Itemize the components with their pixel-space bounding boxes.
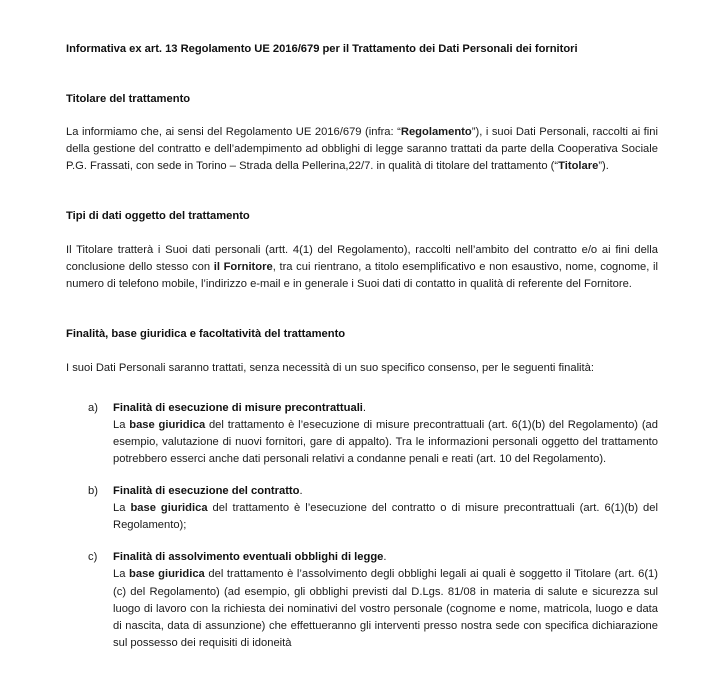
list-item-body	[113, 417, 658, 468]
list-item-title-text: Finalità di assolvimento eventuali obblighi di legge	[113, 551, 384, 564]
spacer	[66, 293, 658, 326]
list-item-title-text: Finalità di esecuzione del contratto	[113, 485, 300, 498]
spacer	[66, 225, 658, 242]
list-item-body	[113, 566, 658, 651]
list-item-title-trail: .	[362, 401, 367, 414]
list-item	[66, 549, 658, 652]
list-item-body-text: del trattamento è l’assolvimento degli obblighi legali ai quali è soggetto il Titolare (art. 6(1)(c) del Regolamento) (ad esempio, gli obblighi previsti dal D.Lgs. 81/08 in materia di salute e sicurezza sul luogo di lavoro con la richiesta dei nominativi del vostro personale (cognome e nome, matricola, luogo e data di nascita, data di assunzione) che effettueranno gli interventi presso nostra sede con specifica dichiarazione sul possesso dei requisiti di idoneità	[113, 568, 658, 649]
section-heading-finalita: Finalità, base giuridica e facoltatività del trattamento	[66, 328, 346, 341]
list-item	[66, 400, 658, 468]
list-item-title-trail: .	[299, 485, 303, 498]
paragraph-text: ”).	[598, 160, 609, 173]
spacer	[66, 343, 658, 360]
spacer	[66, 175, 658, 208]
list-item-body-text: La	[113, 568, 130, 581]
emphasis-fornitore: il Fornitore	[213, 260, 273, 273]
paragraph-tipi-dati	[66, 242, 658, 293]
emphasis-base-giuridica: base giuridica	[129, 418, 206, 431]
list-item-body-text: La	[113, 502, 131, 515]
list-item-title	[113, 483, 658, 500]
list-item-body-text: La	[113, 418, 130, 431]
list-item-title-trail: .	[383, 551, 387, 564]
list-marker: c)	[88, 551, 98, 564]
paragraph-text: Il Titolare tratterà i Suoi dati personali (artt. 4(1) del Regolamento), raccolti nell’ambito del contratto e/o ai fini della conclusione dello stesso con	[66, 243, 658, 273]
paragraph-text: ”), i suoi Dati Personali, raccolti ai fini della gestione del contratto e dell’adempimento ad obblighi di legge saranno trattati da parte della Cooperativa Sociale P.G. Frassati, con sede in Torino – Strada della Pellerina,22/7. in qualità di titolare del trattamento (“	[66, 126, 658, 173]
section-heading-titolare: Titolare del trattamento	[66, 92, 191, 105]
emphasis-titolare: Titolare	[558, 160, 599, 173]
list-item	[66, 483, 658, 534]
list-item-body-text: del trattamento è l’esecuzione di misure precontrattuali (art. 6(1)(b) del Regolamento) (ad esempio, valutazione di nuovi fornitori, gare di appalto). Tra le informazioni personali oggetto del trattamento potrebbero esserci anche dati personali relativi a condanne penali e reati (art. 10 del Regolamento).	[113, 418, 658, 465]
spacer	[66, 107, 658, 124]
paragraph-titolare	[66, 124, 658, 175]
finalita-list	[66, 400, 658, 652]
paragraph-text: La informiamo che, ai sensi del Regolamento UE 2016/679 (infra: “	[66, 126, 401, 138]
list-item-title	[113, 549, 658, 566]
section-heading-tipi-dati: Tipi di dati oggetto del trattamento	[66, 210, 250, 223]
list-item-body-text: del trattamento è l’esecuzione del contratto o di misure precontrattuali (art. 6(1)(b) del Regolamento);	[113, 502, 658, 532]
document-body	[66, 41, 658, 652]
page-title: Informativa ex art. 13 Regolamento UE 2016/679 per il Trattamento dei Dati Personali dei fornitori	[66, 43, 578, 55]
list-item-title-text: Finalità di esecuzione di misure precontrattuali	[113, 401, 363, 414]
emphasis-regolamento: Regolamento	[400, 126, 472, 138]
emphasis-base-giuridica: base giuridica	[129, 568, 205, 581]
spacer	[66, 377, 658, 400]
list-item-title	[113, 400, 658, 417]
list-item-body	[113, 500, 658, 534]
paragraph-finalita-intro: I suoi Dati Personali saranno trattati, senza necessità di un suo specifico consenso, per le seguenti finalità:	[66, 361, 594, 374]
spacer	[66, 58, 658, 91]
emphasis-base-giuridica: base giuridica	[130, 502, 208, 515]
list-marker: a)	[88, 401, 98, 414]
list-marker: b)	[88, 485, 98, 498]
paragraph-text: , tra cui rientrano, a titolo esemplificativo e non esaustivo, nome, cognome, il numero di telefono mobile, l’indirizzo e-mail e in generale i Suoi dati di contatto in qualità di referente del Fornitore.	[66, 260, 658, 290]
